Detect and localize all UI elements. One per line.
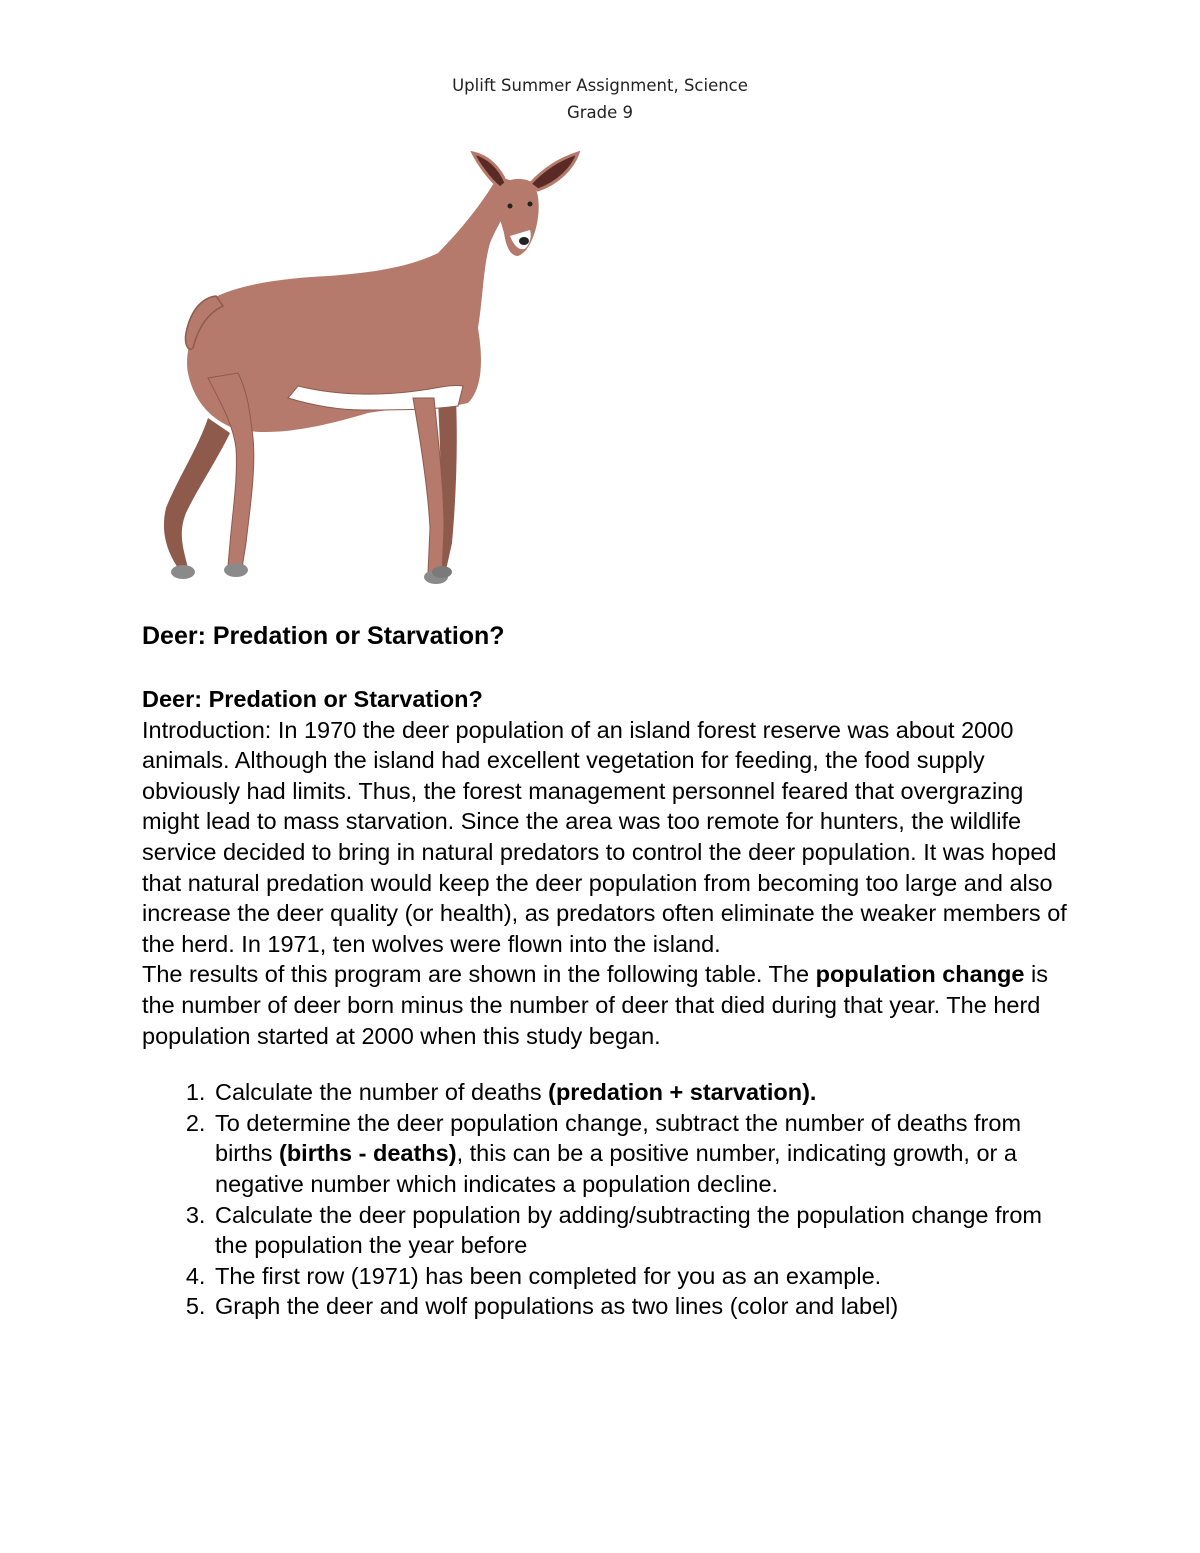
deer-nose: [519, 237, 529, 245]
deer-far-hind-leg: [164, 418, 230, 568]
step-2-bold: (births - deaths): [279, 1140, 457, 1167]
list-item: [212, 1077, 1072, 1108]
deer-eye: [508, 204, 513, 209]
section-subheading: Deer: Predation or Starvation?: [142, 686, 483, 712]
results-text-start: The results of this program are shown in the following table. The: [142, 961, 816, 988]
step-2-text-end: , this can be a positive number, indicating growth, or a negative number which indicates a population decline.: [215, 1140, 1017, 1197]
results-paragraph: [142, 959, 1072, 1051]
page-header: [0, 72, 1200, 126]
step-1-bold: (predation + starvation).: [548, 1079, 817, 1106]
deer-hoof: [432, 566, 452, 578]
deer-illustration: [138, 148, 598, 593]
deer-hoof: [224, 563, 248, 577]
instructions-list: [142, 1077, 1072, 1322]
step-5-text: Graph the deer and wolf populations as two lines (color and label): [215, 1293, 899, 1320]
step-4-text: The first row (1971) has been completed for you as an example.: [215, 1262, 882, 1289]
deer-left-ear: [473, 153, 506, 188]
introduction-paragraph: Introduction: In 1970 the deer population of an island forest reserve was about 2000 animals. Although the island had excellent vegetation for feeding, the food supply obviously had limits. Thus, the forest management personnel feared that overgrazing might lead to mass starvation. Since the area was too remote for hunters, the wildlife service decided to bring in natural predators to control the deer population. It was hoped that natural predation would keep the deer population from becoming too large and also increase the deer quality (or health), as predators often eliminate the weaker members of the herd. In 1971, ten wolves were flown into the island.: [142, 716, 1067, 957]
list-item: [212, 1291, 1072, 1322]
results-text-end: is the number of deer born minus the number of deer that died during that year. The herd population started at 2000 when this study began.: [142, 961, 1048, 1049]
results-bold-term: population change: [815, 961, 1025, 988]
header-grade: Grade 9: [566, 103, 634, 122]
step-2-text-start: To determine the deer population change, subtract the number of deaths from births: [215, 1109, 1022, 1167]
list-item: [212, 1108, 1072, 1200]
deer-eye: [528, 202, 533, 207]
document-body: [142, 684, 1072, 1322]
step-3-text: Calculate the deer population by adding/subtracting the population change from the population the year before: [215, 1201, 1042, 1259]
list-item: [212, 1261, 1072, 1292]
deer-right-ear: [530, 153, 578, 190]
deer-hoof: [171, 565, 195, 579]
list-item: [212, 1200, 1072, 1261]
document-title: Deer: Predation or Starvation?: [142, 622, 505, 650]
step-1-text: Calculate the number of deaths: [215, 1079, 549, 1106]
header-assignment-title: Uplift Summer Assignment, Science: [452, 76, 748, 95]
